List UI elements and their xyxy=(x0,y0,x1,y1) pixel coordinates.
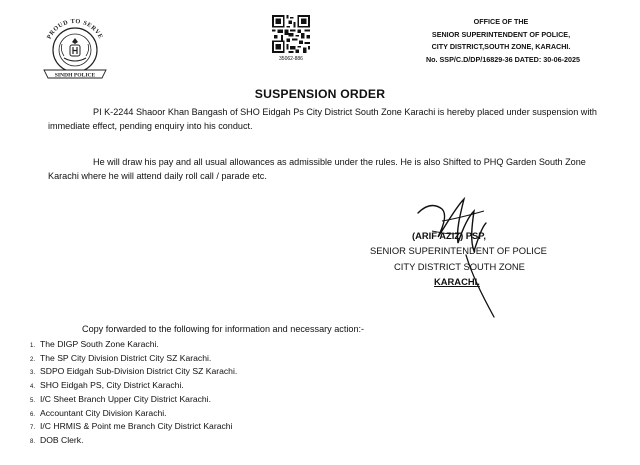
signature-block xyxy=(350,228,590,289)
list-item-text: Accountant City Division Karachi. xyxy=(40,407,167,418)
paragraph-suspension xyxy=(48,106,608,133)
list-item-text: SHO Eidgah PS, City District Karachi. xyxy=(40,380,184,391)
list-item-number: 5. xyxy=(30,397,36,404)
qr-code xyxy=(272,15,310,53)
logo-bottom-text: SINDH POLICE xyxy=(54,72,96,79)
paragraph-allowances xyxy=(48,156,608,183)
list-item-text: The SP City Division District City SZ Karachi. xyxy=(40,352,212,363)
list-item-number: 6. xyxy=(30,411,36,418)
list-item-number: 4. xyxy=(30,384,36,391)
office-line-3: CITY DISTRICT,SOUTH ZONE, KARACHI. xyxy=(431,42,571,51)
list-item xyxy=(30,421,237,435)
paragraph-suspension-text: PI K-2244 Shaoor Khan Bangash of SHO Eidgah Ps City District South Zone Karachi is hereby placed under suspension with immediate effect, pending enquiry into his conduct. xyxy=(48,107,597,131)
list-item xyxy=(30,408,237,422)
signatory-title: SENIOR SUPERINTENDENT OF POLICE xyxy=(370,245,547,257)
document-title: SUSPENSION ORDER xyxy=(254,87,386,101)
logo-top-text: PROUD TO SERVE xyxy=(45,17,105,41)
list-item-text: I/C Sheet Branch Upper City District Karachi. xyxy=(40,393,211,404)
list-item-text: I/C HRMIS & Point me Branch City District Karachi xyxy=(40,421,233,432)
list-item xyxy=(30,380,237,394)
signatory-city: KARACHI. xyxy=(434,275,480,287)
sindh-police-logo xyxy=(38,14,112,82)
list-item-number: 3. xyxy=(30,370,36,377)
signatory-name: (ARIF AZIZ) PSP, xyxy=(412,230,486,241)
list-item-number: 2. xyxy=(30,356,36,363)
list-item xyxy=(30,394,237,408)
copy-forwarded-list xyxy=(30,339,237,449)
office-line-1: OFFICE OF THE xyxy=(473,17,529,26)
list-item-number: 7. xyxy=(30,425,36,432)
qr-code-id: 35062-886 xyxy=(279,56,303,62)
police-badge-icon xyxy=(38,14,112,82)
copy-forwarded-intro: Copy forwarded to the following for information and necessary action:- xyxy=(82,324,365,334)
list-item xyxy=(30,435,237,449)
list-item xyxy=(30,366,237,380)
list-item-text: The DIGP South Zone Karachi. xyxy=(40,339,159,349)
list-item-text: SDPO Eidgah Sub-Division District City SZ Karachi. xyxy=(40,366,238,377)
list-item-number: 8. xyxy=(30,438,36,445)
list-item-text: DOB Clerk. xyxy=(40,434,84,445)
reference-number: No. SSP/C.D/DP/16829-36 DATED: 30-06-2025 xyxy=(425,54,580,64)
office-line-2: SENIOR SUPERINTENDENT OF POLICE, xyxy=(431,29,571,39)
qr-code-icon xyxy=(272,15,310,53)
signatory-district: CITY DISTRICT SOUTH ZONE xyxy=(394,260,525,272)
office-header xyxy=(360,16,580,66)
list-item xyxy=(30,353,237,367)
paragraph-allowances-text: He will draw his pay and all usual allowances as admissible under the rules. He is also Shifted to PHQ Garden South Zone Karachi where he will attend daily roll call / parade etc. xyxy=(48,157,586,181)
svg-text:PROUD TO SERVE xyxy=(46,18,105,40)
list-item xyxy=(30,339,237,353)
list-item-number: 1. xyxy=(30,343,36,349)
